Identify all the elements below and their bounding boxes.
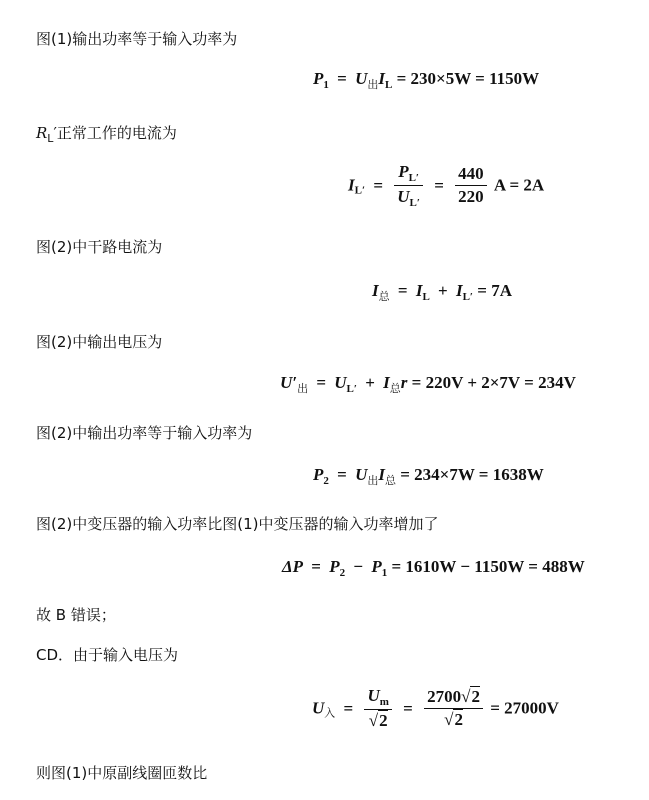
text-line-7: 故 B 错误； <box>36 606 116 624</box>
formula-input-voltage: $U_入$ = $\frac{U_m}{√2}$ = $\frac{2700√2}{√2}$ = 27000V <box>312 686 559 730</box>
formula-total-current: $I_总 = I_L + I_{L'} = 7A$ <box>372 281 512 303</box>
formula-output-power-2: $P_2 = U_出I_总 = 234\times 7W = 1638W$ <box>313 465 544 487</box>
text-line-8: CD．由于输入电压为 <box>36 646 179 664</box>
formula-current-IL: $I_{L'}$ = $\frac{P_{L'}}{U_{L'}}$ = $\frac{440}{220}$ A = 2A <box>348 162 545 209</box>
formula-output-voltage: $U'_出 = U_{L'} + I_总r = 220V + 2\times 7V = 234V$ <box>280 373 576 395</box>
fraction-um-root2: $\frac{U_m}{√2}$ <box>364 686 391 731</box>
text-line-4: 图(2)中输出电压为 <box>36 333 163 351</box>
text-line-9: 则图(1)中原副线圈匝数比 <box>36 764 208 782</box>
text-line-3: 图(2)中干路电流为 <box>36 238 163 256</box>
text-line-1: 图(1)输出功率等于输入功率为 <box>36 30 238 48</box>
fraction-2700root2-root2: $\frac{2700√2}{√2}$ <box>424 687 483 730</box>
text-line-6: 图(2)中变压器的输入功率比图(1)中变压器的输入功率增加了 <box>36 515 439 533</box>
text-line-5: 图(2)中输出功率等于输入功率为 <box>36 424 253 442</box>
fraction-power-voltage: $\frac{P_{L'}}{U_{L'}}$ <box>394 162 423 209</box>
text-line-2: $R_L'$正常工作的电流为 <box>36 124 177 145</box>
formula-power-increase: $\Delta P = P_2 - P_1 = 1610W - 1150W = 488W$ <box>282 557 585 579</box>
fraction-440-220: $\frac{440}{220}$ <box>455 164 487 207</box>
formula-output-power-1: $P_1 = U_出I_L = 230\times 5W = 1150W$ <box>313 69 540 91</box>
